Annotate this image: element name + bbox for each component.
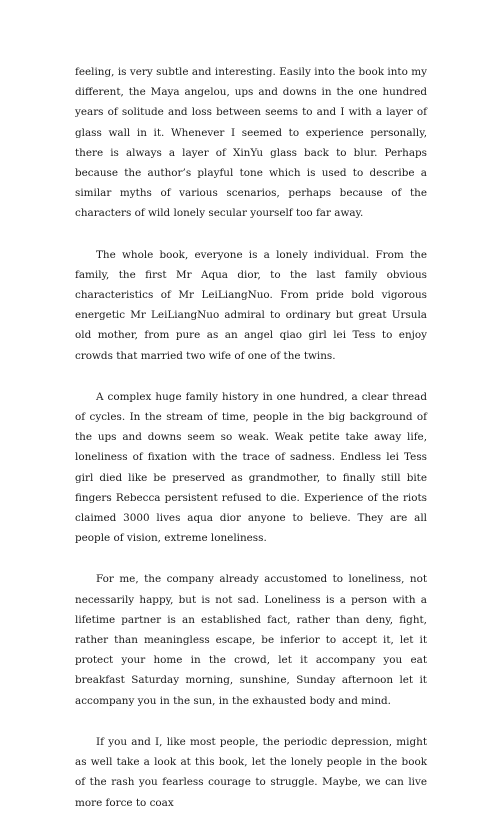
paragraph-if-you-and-i: If you and I, like most people, the periodic depression, might as well take a look at this book, let the lonely people in the book of the rash you fearless courage to struggle. Maybe, we can live more force to coax <box>75 735 427 809</box>
paragraph-continuation: feeling, is very subtle and interesting. Easily into the book into my different, the Maya angelou, ups and downs in the one hundred years of solitude and loss between seems to and I with a layer of glass wall in it. Whenever I seemed to experience personally, there is always a layer of XinYu glass back to blur. Perhaps because the author’s playful tone which is used to describe a similar myths of various scenarios, perhaps because of the characters of wild lonely secular yourself too far away. <box>75 66 427 220</box>
paragraph-family-history: A complex huge family history in one hundred, a clear thread of cycles. In the stream of time, people in the big background of the ups and downs seem so weak. Weak petite take away life, loneliness of fixation with the trace of sadness. Endless lei Tess girl died like be preserved as grandmother, to finally still bite fingers Rebecca persistent refused to die. Experience of the riots claimed 3000 lives aqua dior anyone to believe. They are all people of vision, extreme loneliness. <box>75 390 427 545</box>
paragraph-for-me: For me, the company already accustomed to loneliness, not necessarily happy, but is not sad. Loneliness is a person with a lifetime partner is an established fact, rather than deny, fight, rather than meaningless escape, be inferior to accept it, let it protect your home in the crowd, let it accompany you eat breakfast Saturday morning, sunshine, Sunday afternoon let it accompany you in the sun, in the exhausted body and mind. <box>75 573 427 707</box>
paragraph-whole-book: The whole book, everyone is a lonely individual. From the family, the first Mr Aqua dior, to the last family obvious characteristics of Mr LeiLiangNuo. From pride bold vigorous energetic Mr LeiLiangNuo admiral to ordinary but great Ursula old mother, from pure as an angel qiao girl lei Tess to enjoy crowds that married two wife of one of the twins. <box>75 248 427 362</box>
